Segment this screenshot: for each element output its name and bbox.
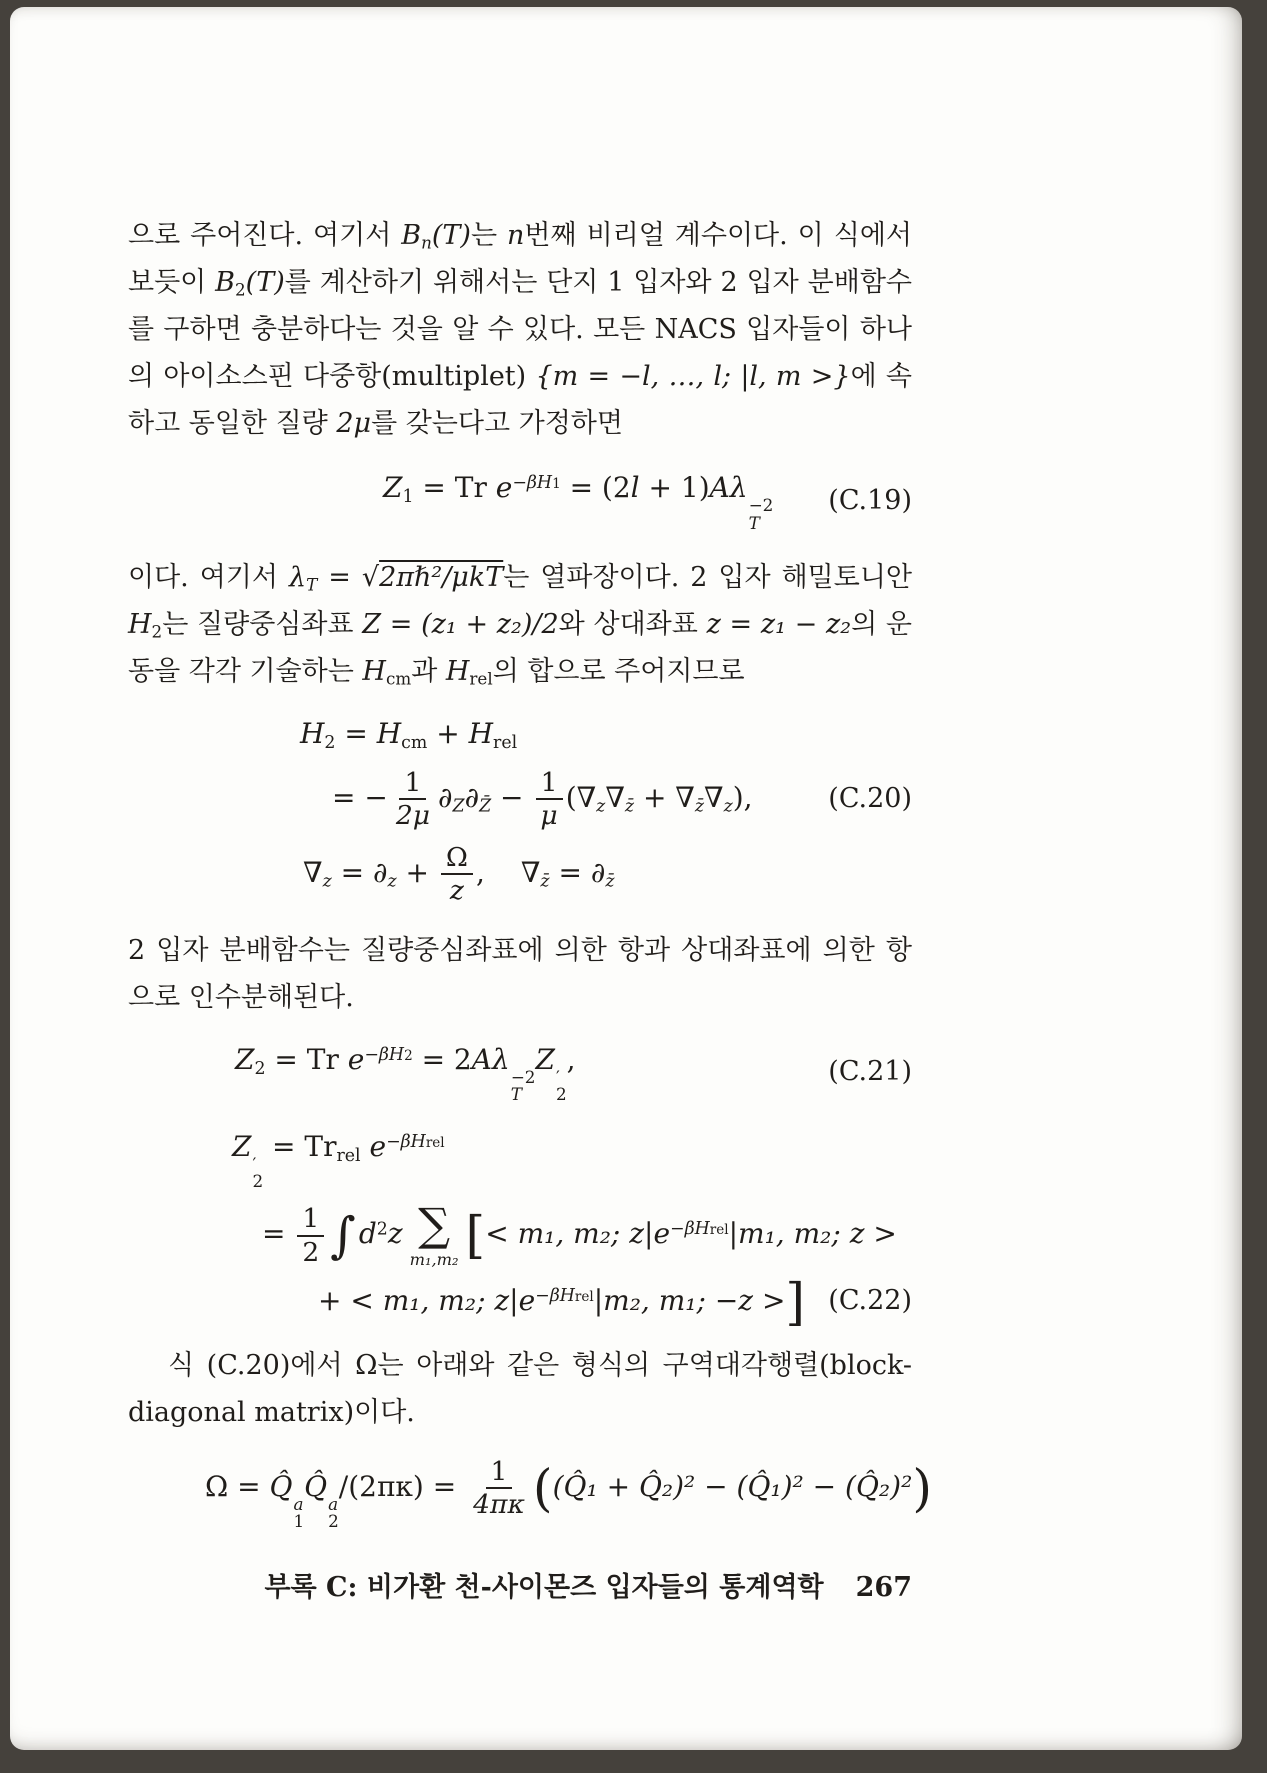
text-run: 는 아래와 같은 형식의 구역대각행렬(block-diagonal matrix)이다.	[128, 1349, 912, 1428]
math-operator: = ∂	[331, 855, 388, 889]
math-symbol: A	[471, 1042, 492, 1076]
math-sub: 1	[402, 486, 414, 507]
math-symbol: λ	[729, 471, 748, 504]
math-operator: = −	[332, 780, 388, 814]
text-run: 번째 비리얼 계수이다. 이 식에서 보듯이	[128, 220, 912, 298]
bra-ket: |m₂, m₁; −z >	[593, 1284, 786, 1318]
text-run: 와 상대좌표	[558, 609, 707, 641]
bra-ket: + < m₁, m₂; z|e	[318, 1284, 536, 1318]
math-operator: ,	[566, 1042, 576, 1076]
open-paren: (	[532, 1458, 553, 1518]
denominator: μ	[540, 800, 558, 832]
inline-math: Z = (z₁ + z₂)/2	[362, 609, 559, 641]
stack-sub: T	[510, 1084, 522, 1105]
math-symbol: H	[300, 717, 325, 751]
exponent: −βH	[535, 1286, 575, 1307]
math-symbol: H	[376, 717, 402, 751]
inline-math: H	[362, 656, 386, 688]
supsub-stack	[510, 1066, 536, 1105]
math-operator: (∇	[565, 780, 597, 814]
text-run: 에 속하고 동일한 질량	[128, 361, 912, 439]
math-sub: rel	[493, 733, 518, 754]
math-operator: ,	[475, 855, 485, 889]
stack-sub: 2	[252, 1171, 264, 1192]
math-operator: =	[262, 1217, 295, 1251]
inline-math: H	[128, 609, 152, 641]
math-operator: ),	[732, 780, 753, 814]
stack-sub: 1	[293, 1511, 305, 1532]
exponent-sub: rel	[425, 1135, 445, 1152]
inline-math: {m = −l, …, l; |l, m >}	[535, 361, 851, 392]
math-symbol: H	[468, 717, 494, 751]
math-sub: z̄	[540, 871, 550, 892]
sum-limits: m₁,m₂	[409, 1249, 459, 1269]
text-run: 으로 주어진다. 여기서	[128, 220, 402, 251]
math-operator: = Tr	[265, 1042, 348, 1076]
text-run: 는 질량중심좌표	[162, 609, 363, 641]
inline-math: n	[507, 220, 525, 251]
denominator: z	[449, 875, 464, 907]
math-symbol: e	[347, 1042, 365, 1076]
text-run: 이다. 여기서	[128, 562, 289, 594]
math-operator: = (2	[560, 471, 631, 504]
math-sub: z	[322, 871, 332, 892]
math-operator: + ∇	[634, 780, 695, 814]
math-sub: 2	[324, 733, 336, 754]
spacer	[361, 1130, 370, 1163]
inline-math: z = z₁ − z₂	[706, 609, 852, 641]
math-symbol: λ	[491, 1042, 510, 1076]
supsub-stack	[293, 1493, 305, 1532]
text-run: 식 (C.20)에서	[168, 1349, 356, 1381]
math-sub: z̄	[605, 871, 615, 892]
math-sup	[535, 1286, 594, 1306]
denominator: 2μ	[395, 800, 431, 832]
math-symbol: A	[709, 471, 730, 504]
exponent: −βH	[670, 1219, 710, 1240]
text-run: 과	[411, 656, 446, 688]
exponent-sub: rel	[574, 1289, 594, 1306]
denominator: 2	[302, 1236, 320, 1268]
math-symbol: Z	[535, 1042, 555, 1076]
math-operator: = Tr	[263, 1129, 337, 1163]
math-symbol: Q̂	[269, 1469, 293, 1503]
math-sub: z	[723, 796, 733, 817]
fraction	[297, 1203, 324, 1268]
integral-sign: ∫	[330, 1206, 356, 1264]
radicand: 2πℏ²/μkT	[379, 562, 504, 594]
math-operator: = ∂	[549, 855, 606, 889]
math-sub: z̄	[694, 796, 705, 817]
inline-math-sub: 2	[235, 279, 246, 300]
supsub-stack	[555, 1066, 567, 1105]
inline-math-sub: T	[306, 574, 318, 595]
math-sub: cm	[401, 733, 428, 754]
exponent: −βH	[512, 473, 553, 494]
running-title: 부록 C: 비가환 천-사이몬즈 입자들의 통계역학	[264, 1572, 824, 1603]
math-operator: Ω =	[205, 1469, 270, 1503]
inline-math-sub: 2	[151, 621, 163, 642]
bra-ket: < m₁, m₂; z|e	[485, 1217, 671, 1251]
supsub-stack	[749, 497, 774, 532]
math-sub: rel	[336, 1145, 361, 1166]
math-operator: −	[491, 780, 533, 814]
math-operator: = Tr	[413, 471, 496, 504]
radical	[362, 562, 503, 593]
open-bracket: [	[465, 1205, 486, 1265]
text-run: =	[317, 562, 362, 594]
math-operator: = 2	[412, 1042, 472, 1076]
equation-c22	[128, 1128, 912, 1332]
equation-label-c21: (C.21)	[828, 1055, 912, 1087]
inline-math: (T)	[431, 220, 471, 251]
math-sup	[386, 1132, 445, 1152]
text-run: 는	[470, 220, 508, 251]
fraction	[441, 842, 473, 907]
text-run: 의 운동을 각각 기술하는	[128, 609, 912, 688]
inline-math: λ	[288, 562, 307, 594]
paragraph-4	[128, 1342, 912, 1436]
numerator: 1	[399, 767, 426, 800]
summation	[409, 1198, 459, 1269]
math-symbol: Z	[232, 1129, 252, 1163]
equation-c22-line3	[318, 1272, 912, 1332]
stack-sup: ′	[555, 1066, 560, 1087]
inline-math-sub: n	[421, 232, 432, 253]
exponent-sub: 1	[552, 476, 561, 493]
numerator: Ω	[441, 842, 473, 875]
text-run: 의 합으로 주어지므로	[492, 656, 745, 688]
math-symbol: z	[387, 1217, 403, 1251]
stack-sup: −2	[510, 1066, 536, 1087]
equation-label-c19: (C.19)	[828, 484, 912, 516]
math-symbol: d	[358, 1217, 377, 1251]
math-symbol: e	[369, 1129, 387, 1163]
equation-c19	[128, 469, 912, 532]
math-symbol: ∇	[605, 780, 625, 814]
stack-sup: a	[293, 1493, 304, 1514]
supsub-stack	[328, 1493, 339, 1532]
text-run: 는 열파장이다. 2 입자 해밀토니안	[503, 562, 912, 594]
math-sup	[512, 473, 560, 493]
stack-sup: ′	[252, 1153, 257, 1174]
math-operator: =	[335, 717, 377, 751]
stack-sup: −2	[748, 495, 774, 515]
text-run: 를 계산하기 위해서는 단지 1 입자와 2 입자 분배함수를 구하면 충분하다는 것을 알 수 있다. 모든 NACS 입자들이 하나의 아이소스핀 다중항(multiplet)	[128, 267, 912, 392]
paragraph-3	[128, 927, 912, 1021]
inline-math: B	[401, 220, 422, 251]
exponent-sub: 2	[404, 1047, 413, 1064]
fraction	[535, 767, 562, 832]
math-symbol: l	[630, 471, 640, 504]
math-sup	[670, 1219, 729, 1239]
text-run: 2 입자 분배함수는 질량중심좌표에 의한 항과 상대좌표에 의한 항으로 인수분해된다.	[128, 934, 912, 1013]
math-symbol: Z	[235, 1042, 255, 1076]
page-footer	[128, 1565, 912, 1604]
math-operator: /(2πκ) =	[338, 1469, 466, 1503]
math-sub: 2	[254, 1058, 266, 1079]
math-sup: 2	[376, 1219, 388, 1240]
math-operator: +	[396, 855, 438, 889]
fraction	[391, 767, 435, 832]
numerator: 1	[536, 767, 563, 800]
equation-label-c20: (C.20)	[828, 783, 912, 815]
math-symbol: ∇	[303, 855, 323, 889]
supsub-stack	[252, 1153, 264, 1192]
equation-c20	[128, 715, 912, 906]
text-run: 를 갖는다고 가정하면	[371, 408, 623, 439]
math-symbol: Q̂	[304, 1469, 328, 1503]
math-sub: z	[387, 871, 397, 892]
denominator: 4πκ	[473, 1489, 525, 1521]
math-symbol: ∂	[464, 780, 480, 814]
paragraph-2	[128, 554, 912, 695]
exponent-sub: rel	[709, 1222, 729, 1239]
stack-sub: 2	[555, 1084, 567, 1105]
equation-c22-line2	[262, 1198, 912, 1269]
scanned-book-page	[10, 7, 1242, 1750]
stack-sub: T	[748, 512, 760, 533]
radical-sign: √	[361, 562, 380, 594]
inline-math: (T)	[245, 267, 285, 298]
fraction	[468, 1456, 530, 1521]
equation-c20-line2	[332, 767, 912, 832]
inline-math-sub: cm	[385, 668, 412, 689]
inline-math-sub: rel	[469, 668, 493, 689]
page-number: 267	[855, 1572, 912, 1603]
inline-math: H	[445, 656, 470, 688]
equation-c22-line1	[232, 1128, 912, 1191]
math-operator: +	[427, 717, 469, 751]
math-sub: z̄	[624, 796, 635, 817]
equation-c20-line3	[303, 842, 912, 907]
close-paren: )	[912, 1458, 932, 1518]
math-sub: z	[596, 796, 606, 817]
math-sub: Z	[452, 796, 465, 817]
math-symbol: ∇	[704, 780, 724, 814]
stack-sup: a	[328, 1493, 339, 1514]
equation-omega	[128, 1455, 932, 1532]
inline-math: 2μ	[336, 408, 372, 439]
math-symbol: ∂	[438, 780, 453, 814]
math-expression: (Q̂₁ + Q̂₂)² − (Q̂₁)² − (Q̂₂)²	[552, 1469, 913, 1503]
equation-label-c22: (C.22)	[828, 1284, 912, 1316]
math-symbol: Z	[383, 471, 403, 504]
sigma-operator: ∑	[418, 1198, 451, 1252]
math-operator: + 1)	[639, 471, 710, 504]
stack-sub: 2	[328, 1511, 339, 1532]
close-bracket: ]	[785, 1272, 806, 1332]
numerator: 1	[297, 1203, 324, 1236]
math-sub: Z̄	[479, 796, 492, 817]
numerator: 1	[486, 1456, 513, 1489]
exponent: −βH	[386, 1132, 426, 1153]
inline-math: B	[215, 267, 235, 298]
equation-c20-line1	[300, 715, 912, 753]
equation-c21	[128, 1041, 912, 1104]
math-sup	[364, 1045, 412, 1065]
math-symbol: e	[495, 471, 513, 504]
paragraph-1	[128, 212, 912, 447]
math-symbol: ∇	[520, 855, 541, 889]
page-content	[128, 7, 932, 1604]
bra-ket: |m₁, m₂; z >	[728, 1217, 897, 1251]
exponent: −βH	[364, 1044, 405, 1065]
inline-math: Ω	[355, 1349, 378, 1381]
